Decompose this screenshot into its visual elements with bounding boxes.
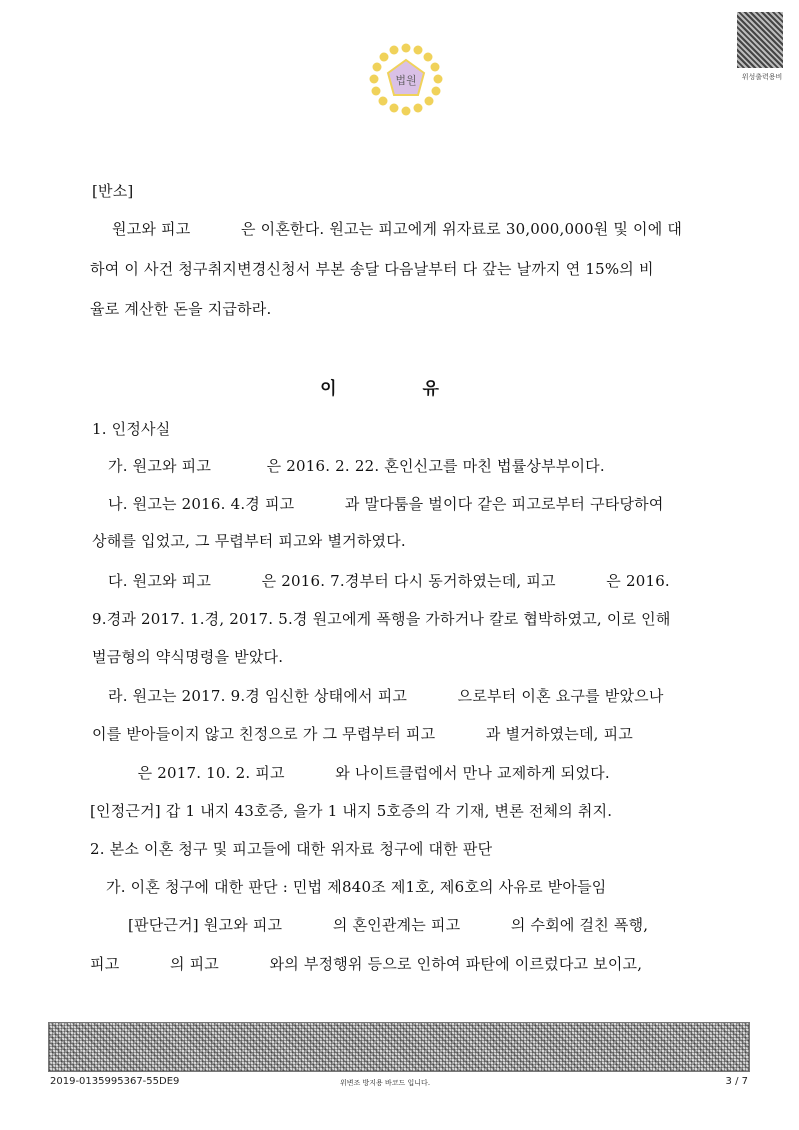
body-line: 9.경과 2017. 1.경, 2017. 5.경 원고에게 폭행을 가하거나 칼로 협박하였고, 이로 인해 — [92, 610, 671, 628]
seal-label: 법원 — [395, 74, 417, 87]
body-line: 나. 원고는 2016. 4.경 피고 과 말다툼을 벌이다 같은 피고로부터 구타당하여 — [108, 495, 664, 513]
qr-caption: 위성출력용비 — [741, 73, 783, 81]
body-line: 가. 원고와 피고 은 2016. 2. 22. 혼인신고를 마친 법률상부부이다. — [108, 457, 605, 475]
order-line: 하여 이 사건 청구취지변경신청서 부본 송달 다음날부터 다 갚는 날까지 연 15%의 비 — [90, 260, 654, 278]
body-line: 다. 원고와 피고 은 2016. 7.경부터 다시 동거하였는데, 피고 은 2016. — [108, 572, 670, 590]
order-line: 원고와 피고 은 이혼한다. 원고는 피고에게 위자료로 30,000,000원 및 이에 대 — [112, 220, 683, 238]
court-seal-icon — [366, 40, 446, 120]
body-line: [인정근거] 갑 1 내지 43호증, 을가 1 내지 5호증의 각 기재, 변론 전체의 취지. — [90, 802, 613, 820]
body-line: 2. 본소 이혼 청구 및 피고들에 대한 위자료 청구에 대한 판단 — [90, 840, 493, 858]
page-number: 3 / 7 — [725, 1076, 748, 1087]
body-line: 피고 의 피고 와의 부정행위 등으로 인하여 파탄에 이르렀다고 보이고, — [90, 955, 643, 973]
body-line: 1. 인정사실 — [92, 420, 171, 438]
body-line: 상해를 입었고, 그 무렵부터 피고와 별거하였다. — [92, 532, 406, 550]
section-label: [반소] — [92, 182, 134, 200]
qr-code-icon — [737, 12, 783, 68]
body-line: 벌금형의 약식명령을 받았다. — [92, 648, 284, 666]
body-line: 가. 이혼 청구에 대한 판단 : 민법 제840조 제1호, 제6호의 사유로 받아들임 — [106, 878, 607, 896]
document-id: 2019-0135995367-55DE9 — [50, 1076, 180, 1087]
barcode-note: 위변조 방지용 바코드 입니다. — [340, 1079, 431, 1087]
body-line: 이를 받아들이지 않고 친정으로 가 그 무렵부터 피고 과 별거하였는데, 피고 — [92, 725, 633, 743]
body-line: 라. 원고는 2017. 9.경 임신한 상태에서 피고 으로부터 이혼 요구를 받았으나 — [108, 687, 664, 705]
order-line: 율로 계산한 돈을 지급하라. — [90, 300, 272, 318]
body-line: 은 2017. 10. 2. 피고 와 나이트클럽에서 만나 교제하게 되었다. — [92, 764, 610, 782]
anti-forgery-barcode — [48, 1022, 750, 1072]
reasons-heading: 이 유 — [320, 379, 479, 399]
body-line: [판단근거] 원고와 피고 의 혼인관계는 피고 의 수회에 걸친 폭행, — [128, 916, 649, 934]
